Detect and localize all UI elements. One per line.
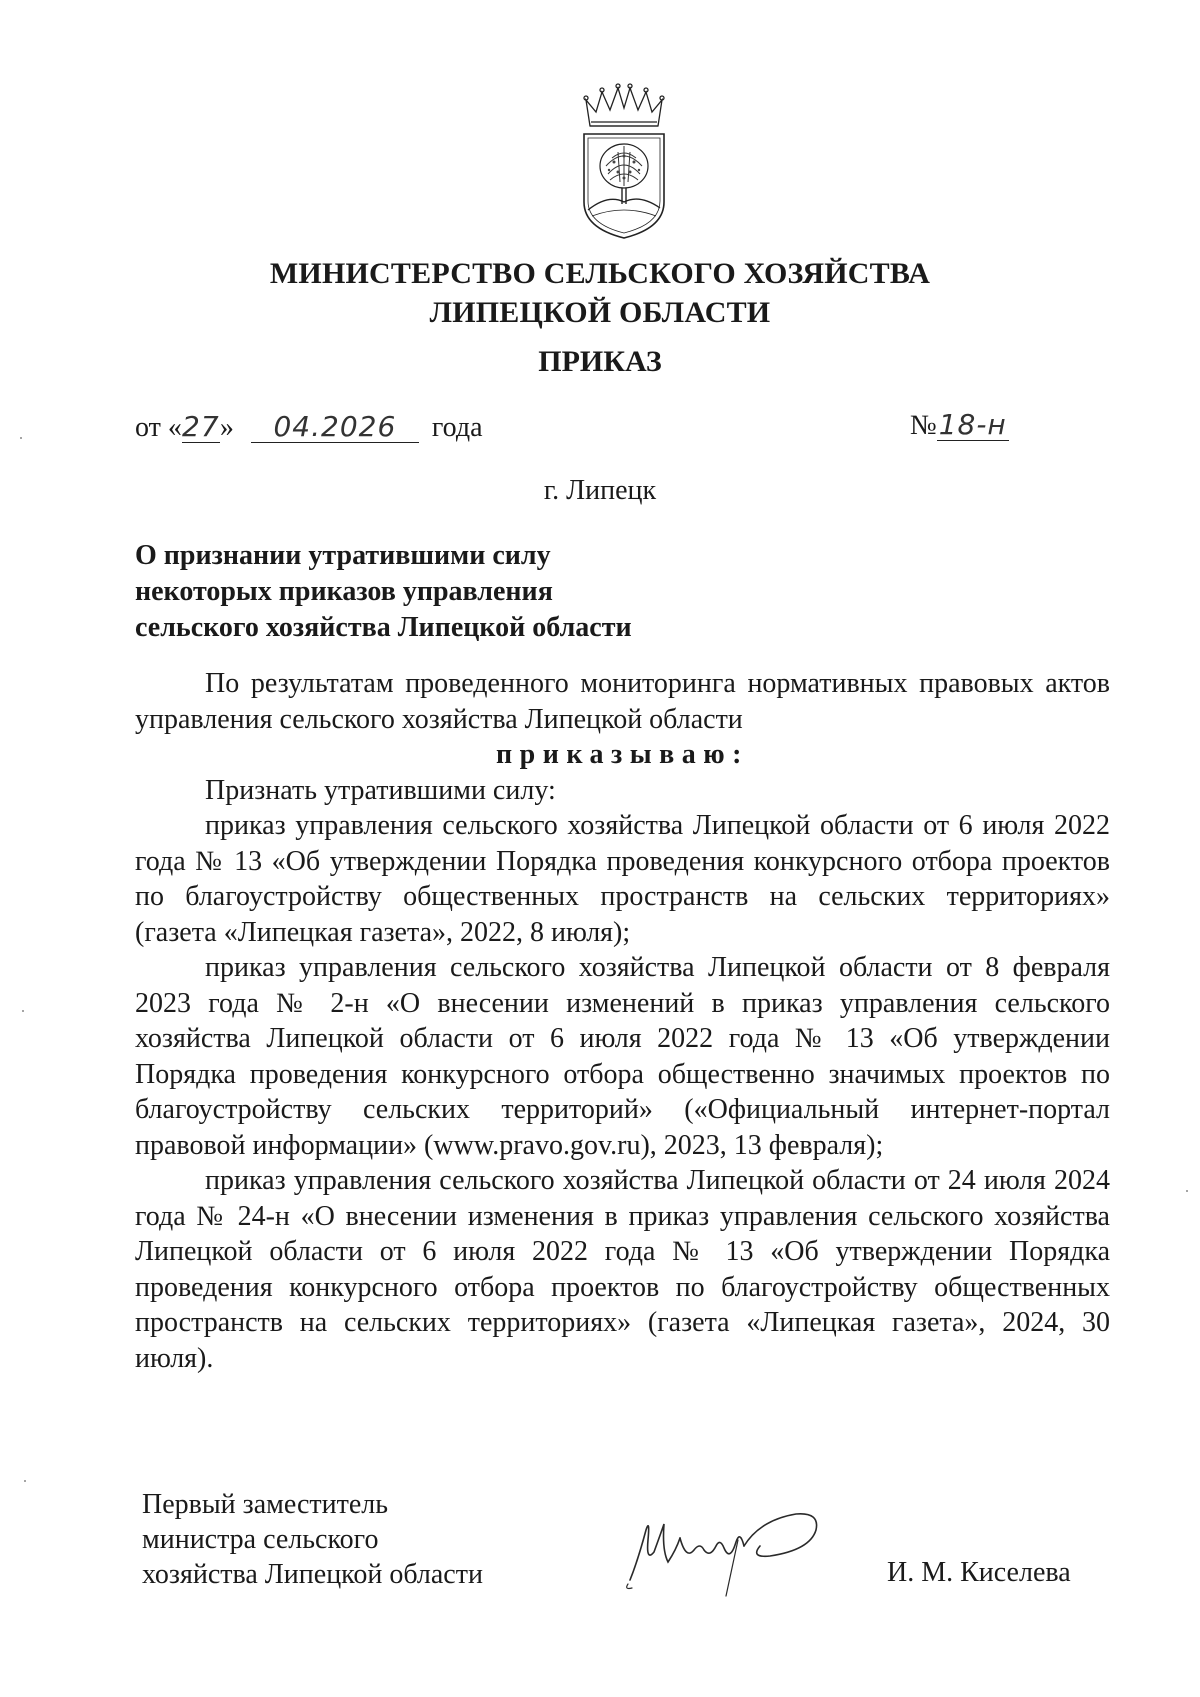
city: г. Липецк [543,475,657,506]
date-prefix: от « [135,412,182,443]
document-type: ПРИКАЗ [538,345,662,378]
repealed-order-item-2: приказ управления сельского хозяйства Липецкой области от 8 февраля 2023 года № 2-н «О внесении изменений в приказ управления сельского хозяйства Липецкой области от 6 июля 2022 года № 13 «Об утверждении Порядка проведения конкурсного отбора общественно значимых проектов по благоустройству сельских территорий» («Официальный интернет-портал правовой информации» (www.pravo.gov.ru), 2023, 13 февраля); [135,952,1110,1161]
date-month-year: 04.2026 [251,412,419,443]
document-subject [135,538,632,646]
coat-of-arms-icon [578,82,670,240]
handwritten-signature-icon [620,1500,850,1600]
signer-position-line-3: хозяйства Липецкой области [142,1559,483,1590]
document-number [910,410,1009,442]
preamble-paragraph: По результатам проведенного мониторинга нормативных правовых актов управления сельского хозяйства Липецкой области [135,668,1110,735]
document-body [135,666,1110,1376]
subject-line-2: некоторых приказов управления [135,576,553,607]
order-word: приказываю: [495,739,749,770]
subject-line-1: О признании утратившими силу [135,540,551,571]
date-day: 27 [182,410,220,443]
signer-position-line-1: Первый заместитель [142,1489,389,1520]
date-suffix: года [431,412,483,443]
scan-speck [22,1010,24,1012]
scan-speck [24,1480,26,1482]
signer-name: И. М. Киселева [887,1557,1071,1588]
signer-position-line-2: министра сельского [142,1524,379,1555]
repealed-order-item-3: приказ управления сельского хозяйства Липецкой области от 24 июля 2024 года № 24-н «О внесении изменения в приказ управления сельского хозяйства Липецкой области от 6 июля 2022 года № 13 «Об утверждении Порядка проведения конкурсного отбора проектов по благоустройству общественных пространств на сельских территориях» (газета «Липецкая газета», 2024, 30 июля). [135,1165,1110,1374]
intro-paragraph: Признать утратившими силу: [205,774,556,806]
ministry-line-1: МИНИСТЕРСТВО СЕЛЬСКОГО ХОЗЯЙСТВА [269,257,931,290]
ministry-name [0,254,1200,332]
subject-line-3: сельского хозяйства Липецкой области [135,612,632,643]
number-value: 18-н [938,408,1007,441]
document-date [135,412,483,444]
signer-position [142,1487,483,1592]
scan-speck [1186,1190,1188,1192]
repealed-order-item-1: приказ управления сельского хозяйства Липецкой области от 6 июля 2022 года № 13 «Об утверждении Порядка проведения конкурсного отбора проектов по благоустройству общественных пространств на сельских территориях» (газета «Липецкая газета», 2022, 8 июля); [135,810,1110,948]
ministry-line-2: ЛИПЕЦКОЙ ОБЛАСТИ [429,296,771,329]
number-prefix: № [910,410,937,441]
scan-speck [20,437,22,439]
date-mid: » [219,412,234,443]
